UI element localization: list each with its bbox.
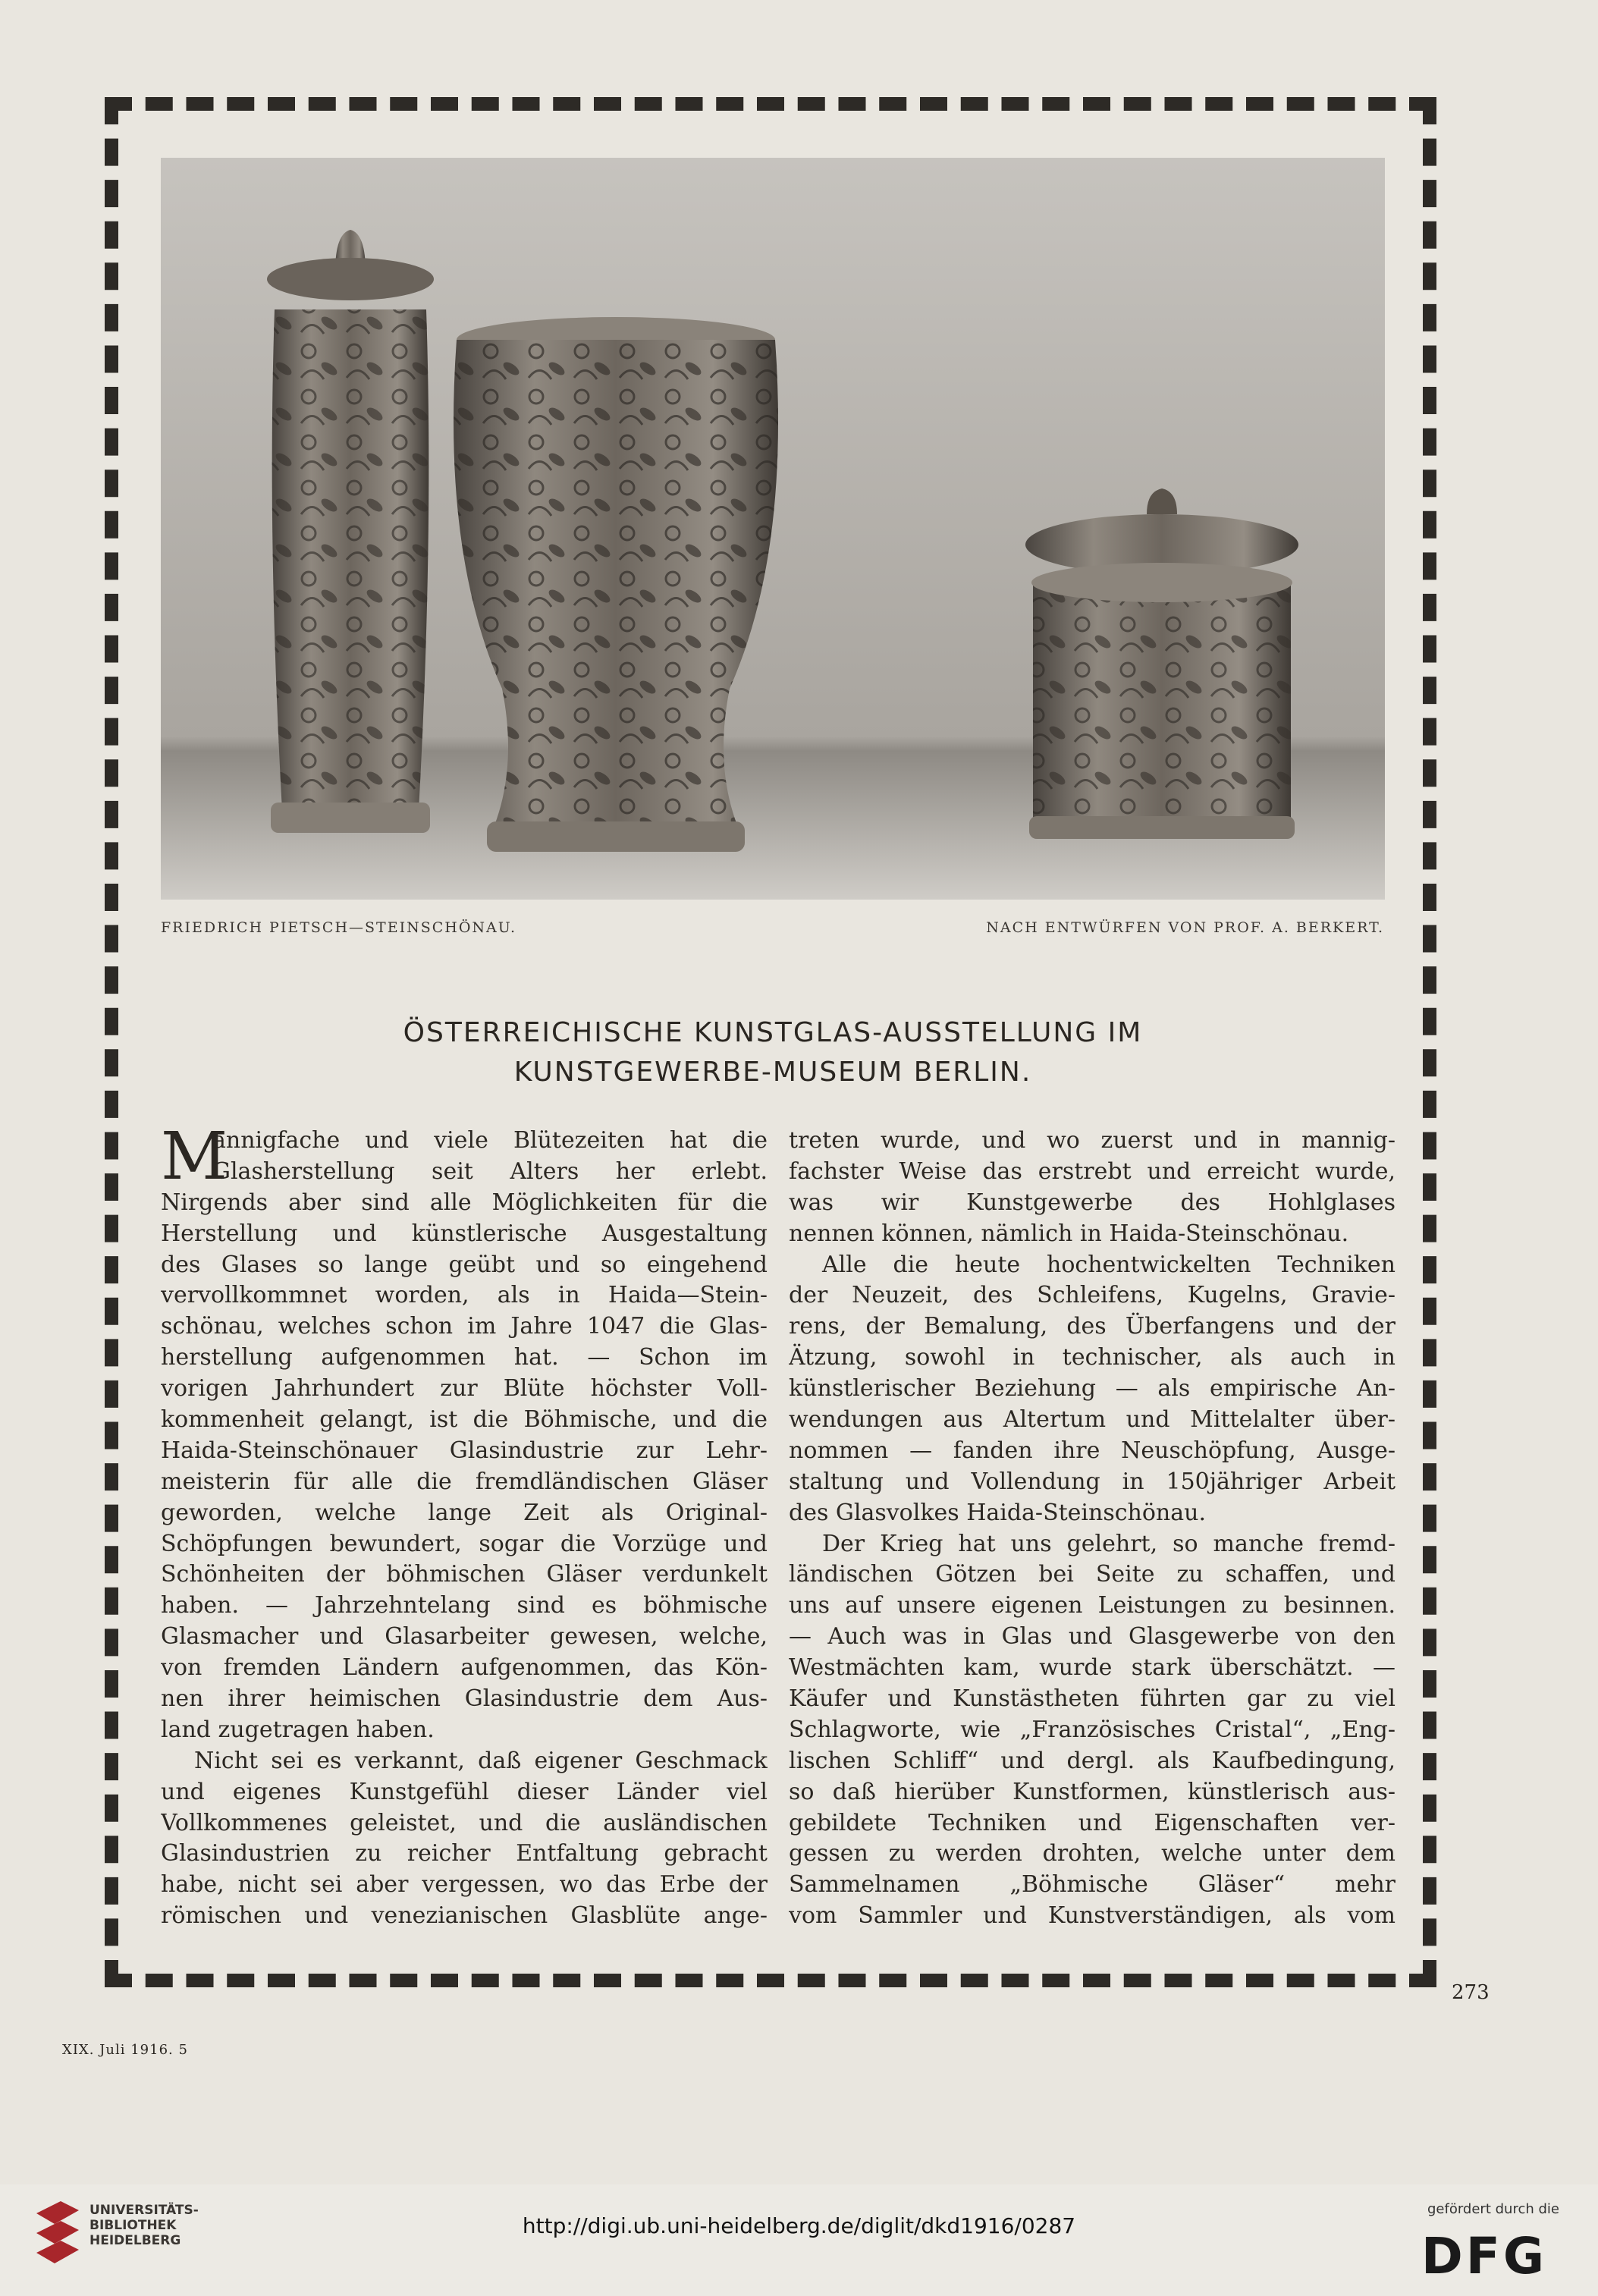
text-line: kommenheit gelangt, ist die Böhmische, und die	[161, 1406, 768, 1434]
text-line: vervollkommnet worden, als in Haida—Stein-	[161, 1282, 768, 1309]
text-line: nen ihrer heimischen Glasindustrie dem Aus-	[161, 1685, 768, 1713]
dfg-logo: DFG	[1421, 2227, 1548, 2285]
text-line: Glasmacher und Glasarbeiter gewesen, welche,	[161, 1623, 768, 1651]
page-number: 273	[1452, 1981, 1490, 2004]
text-line: Käufer und Kunstästheten führten gar zu viel	[789, 1685, 1396, 1713]
text-line: Haida-Steinschönauer Glasindustrie zur Lehr-	[161, 1437, 768, 1464]
text-line: Nirgends aber sind alle Möglichkeiten für die	[161, 1189, 768, 1216]
text-line: herstellung aufgenommen hat. — Schon im	[161, 1344, 768, 1371]
text-line: Schlagworte, wie „Französisches Cristal“, „Eng-	[789, 1716, 1396, 1743]
text-line: nommen — fanden ihre Neuschöpfung, Ausge-	[789, 1437, 1396, 1464]
text-line: gebildete Techniken und Eigenschaften ver-	[789, 1809, 1396, 1836]
text-line: Glasindustrien zu reicher Entfaltung gebracht	[161, 1840, 768, 1867]
text-line: Schönheiten der böhmischen Gläser verdunkelt	[161, 1561, 768, 1588]
text-line: künstlerischer Beziehung — als empirische An-	[789, 1375, 1396, 1402]
text-line: der Neuzeit, des Schleifens, Kugelns, Gravie-	[789, 1282, 1396, 1309]
text-line: gessen zu werden drohten, welche unter dem	[789, 1840, 1396, 1867]
text-line: so daß hierüber Kunstformen, künstlerisch aus-	[789, 1778, 1396, 1805]
text-line: Alle die heute hochentwickelten Techniken	[822, 1251, 1396, 1278]
text-line: Herstellung und künstlerische Ausgestaltung	[161, 1220, 768, 1247]
text-line: des Glasvolkes Haida-Steinschönau.	[789, 1499, 1206, 1526]
text-line: des Glases so lange geübt und so eingehend	[161, 1251, 768, 1278]
lidded-box	[1025, 488, 1298, 839]
text-line: ländischen Götzen bei Seite zu schaffen, und	[789, 1561, 1396, 1588]
permalink[interactable]: http://digi.ub.uni-heidelberg.de/diglit/dkd1916/0287	[522, 2213, 1076, 2238]
digitization-footer	[0, 2184, 1598, 2296]
glassware-photograph	[161, 158, 1385, 900]
text-line: Schöpfungen bewundert, sogar die Vorzüge und	[161, 1530, 768, 1557]
text-line: lischen Schliff“ und dergl. als Kaufbedingung,	[789, 1747, 1396, 1774]
text-line: Nicht sei es verkannt, daß eigener Geschmack	[194, 1747, 768, 1774]
text-line: treten wurde, und wo zuerst und in mannig-	[789, 1127, 1396, 1154]
text-line: meisterin für alle die fremdländischen Gläser	[161, 1468, 768, 1495]
text-line: vorigen Jahrhundert zur Blüte höchster Voll-	[161, 1375, 768, 1402]
text-line: was wir Kunstgewerbe des Hohlglases	[789, 1189, 1396, 1216]
photo-caption-maker: FRIEDRICH PIETSCH—STEINSCHÖNAU.	[161, 919, 517, 936]
photo-caption-designer: NACH ENTWÜRFEN VON PROF. A. BERKERT.	[986, 919, 1384, 936]
text-line: land zugetragen haben.	[161, 1716, 435, 1743]
text-column-right	[789, 1126, 1396, 1932]
drop-cap: M	[161, 1119, 228, 1195]
text-line: Ätzung, sowohl in technischer, als auch in	[789, 1344, 1396, 1371]
text-line: und eigenes Kunstgefühl dieser Länder viel	[161, 1778, 768, 1805]
issue-note: XIX. Juli 1916. 5	[62, 2042, 188, 2058]
text-line: habe, nicht sei aber vergessen, wo das Erbe der	[161, 1871, 768, 1899]
text-line: staltung und Vollendung in 150jähriger Arbeit	[789, 1468, 1396, 1495]
library-name: UNIVERSITÄTS- BIBLIOTHEK HEIDELBERG	[89, 2203, 199, 2248]
text-line: haben. — Jahrzehntelang sind es böhmische	[161, 1592, 768, 1619]
text-line: Der Krieg hat uns gelehrt, so manche fremd-	[822, 1530, 1396, 1557]
text-line: von fremden Ländern aufgenommen, das Kön-	[161, 1654, 768, 1682]
text-line: Vollkommenes geleistet, und die ausländischen	[161, 1809, 768, 1836]
text-line: vom Sammler und Kunstverständigen, als vom	[789, 1902, 1396, 1930]
lidded-jar-tall	[267, 230, 434, 833]
text-column-left	[161, 1119, 768, 1932]
title-line-2: KUNSTGEWERBE-MUSEUM BERLIN.	[513, 1057, 1032, 1088]
article-title	[161, 1013, 1385, 1092]
funded-by-label: gefördert durch die	[1427, 2201, 1559, 2217]
text-line: geworden, welche lange Zeit als Original-	[161, 1499, 768, 1526]
text-line: römischen und venezianischen Glasblüte ange-	[161, 1902, 768, 1930]
text-line: Westmächten kam, wurde stark überschätzt. —	[789, 1654, 1396, 1682]
text-line: Sammelnamen „Böhmische Gläser“ mehr	[789, 1871, 1396, 1899]
text-line: — Auch was in Glas und Glasgewerbe von den	[789, 1623, 1396, 1651]
text-line: uns auf unsere eigenen Leistungen zu besinnen.	[789, 1592, 1396, 1619]
text-line: annigfache und viele Blütezeiten hat die	[212, 1127, 768, 1154]
text-line: nennen können, nämlich in Haida-Steinschönau.	[789, 1220, 1349, 1247]
text-line: fachster Weise das erstrebt und erreicht wurde,	[789, 1157, 1396, 1185]
text-line: rens, der Bemalung, des Überfangens und der	[789, 1313, 1396, 1340]
title-line-1: ÖSTERREICHISCHE KUNSTGLAS-AUSSTELLUNG IM	[403, 1017, 1143, 1048]
text-line: Glasherstellung seit Alters her erlebt.	[212, 1157, 768, 1185]
text-line: wendungen aus Altertum und Mittelalter über-	[789, 1406, 1396, 1434]
text-line: schönau, welches schon im Jahre 1047 die Glas-	[161, 1313, 768, 1340]
